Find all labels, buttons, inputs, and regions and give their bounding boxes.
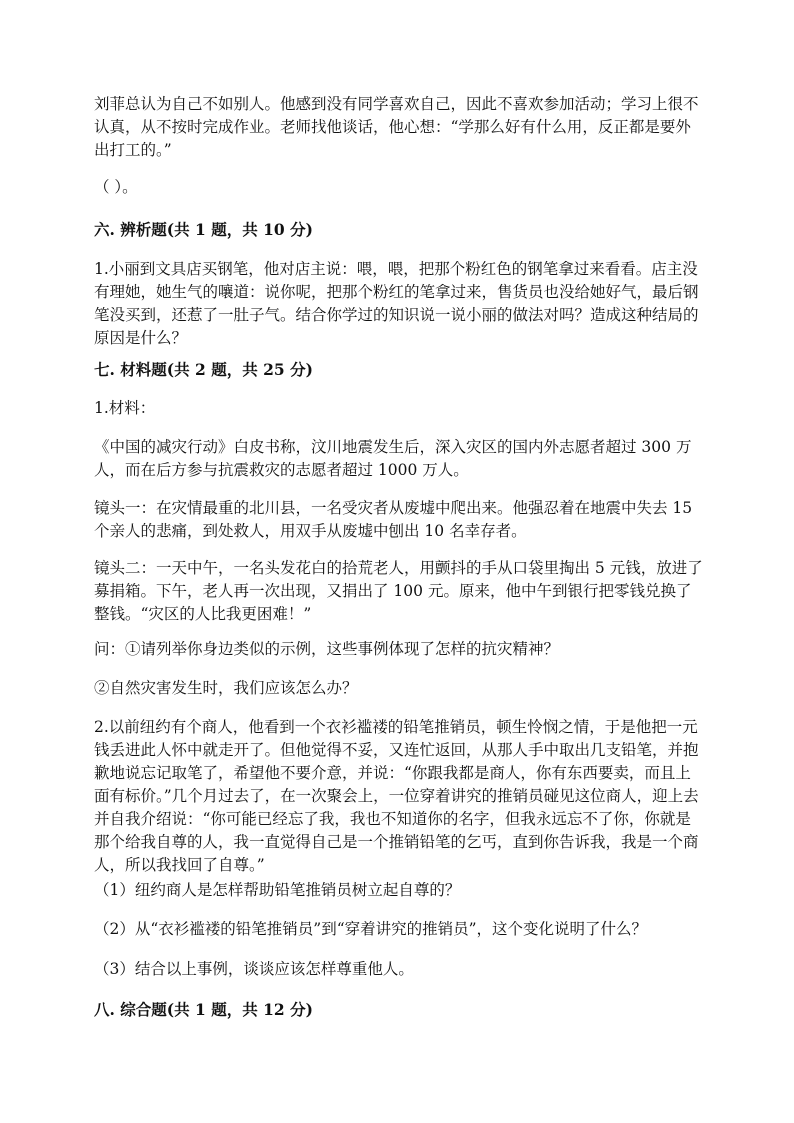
section7-q2-sub3: （3）结合以上事例，谈谈应该怎样尊重他人。	[94, 960, 414, 978]
section7-q1-material: 《中国的减灾行动》白皮书称，汶川地震发生后，深入灾区的国内外志愿者超过 300 万人，而在后方参与抗震救灾的志愿者超过 1000 万人。	[94, 438, 692, 479]
case-paragraph: 刘菲总认为自己不如别人。他感到没有同学喜欢自己，因此不喜欢参加活动；学习上很不认真，从不按时完成作业。老师找他谈话，他心想：“学那么好有什么用，反正都是要外出打工的。”	[94, 95, 699, 159]
section6-question1: 1.小丽到文具店买钢笔，他对店主说：喂，喂，把那个粉红色的钢笔拿过来看看。店主没有理她，她生气的嚷道：说你呢，把那个粉红的笔拿过来，售货员也没给她好气，最后钢笔没买到，还惹了一肚子气。结合你学过的知识说一说小丽的做法对吗？造成这种结局的原因是什么？	[94, 260, 699, 347]
section7-q1-ask2: ②自然灾害发生时，我们应该怎么办？	[94, 679, 358, 697]
section7-q1-label: 1.材料：	[94, 399, 156, 417]
section8-heading: 八. 综合题(共 1 题，共 12 分)	[94, 1000, 313, 1019]
section7-q2-sub2: （2）从“衣衫褴褛的铅笔推销员”到“穿着讲究的推销员”，这个变化说明了什么？	[94, 920, 648, 938]
section7-q2-sub1: （1）纽约商人是怎样帮助铅笔推销员树立起自尊的？	[94, 881, 461, 899]
section7-q1-ask1: 问：①请列举你身边类似的示例，这些事例体现了怎样的抗灾精神？	[94, 640, 560, 658]
section7-heading: 七. 材料题(共 2 题，共 25 分)	[94, 360, 313, 379]
answer-blank: （ ）。	[94, 178, 138, 196]
section7-q1-scene1: 镜头一：在灾情最重的北川县，一名受灾者从废墟中爬出来。他强忍着在地震中失去 15 个亲人的悲痛，到处救人，用双手从废墟中刨出 10 名幸存者。	[94, 499, 693, 540]
section7-question2: 2.以前纽约有个商人，他看到一个衣衫褴褛的铅笔推销员，顿生怜悯之情，于是他把一元钱丢进此人怀中就走开了。但他觉得不妥，又连忙返回，从那人手中取出几支铅笔，并抱歉地说忘记取笔了，希望他不要介意，并说：“你跟我都是商人，你有东西要卖，而且上面有标价。”几个月过去了，在一次聚会上，一位穿着讲究的推销员碰见这位商人，迎上去并自我介绍说：“你可能已经忘了我，我也不知道你的名字，但我永远忘不了你，你就是那个给我自尊的人，我一直觉得自己是一个推销铅笔的乞丐，直到你告诉我，我是一个商人，所以我找回了自尊。”	[94, 718, 699, 874]
section6-heading: 六. 辨析题(共 1 题，共 10 分)	[94, 220, 313, 239]
section7-q1-scene2: 镜头二：一天中午，一名头发花白的拾荒老人，用颤抖的手从口袋里掏出 5 元钱，放进了募捐箱。下午，老人再一次出现，又捐出了 100 元。原来，他中午到银行把零钱兑换了整钱。“灾区的人比我更困难！”	[94, 559, 703, 623]
